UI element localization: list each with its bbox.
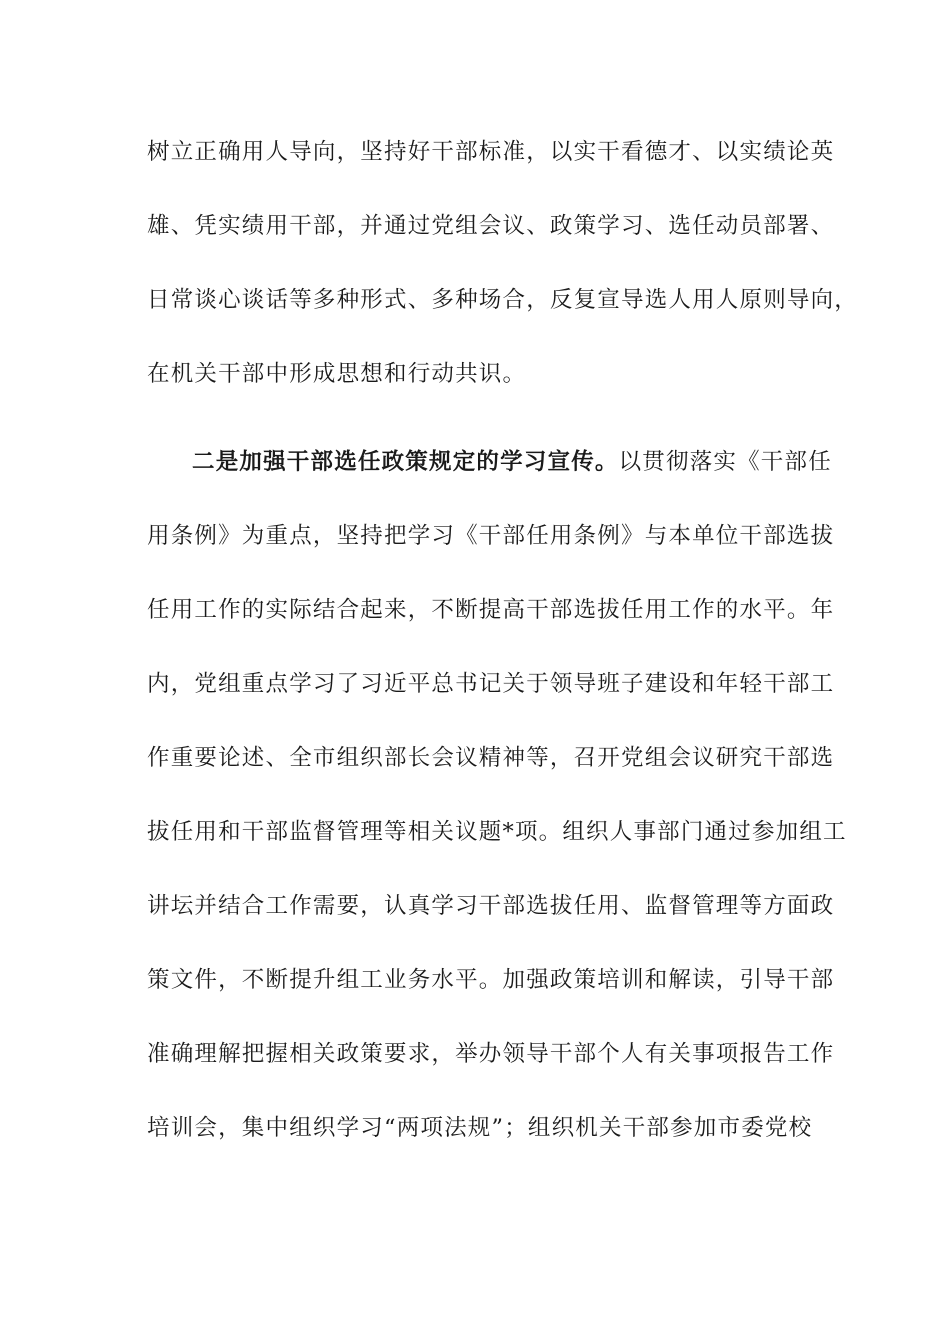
paragraph-2-line-6: 拔任用和干部监督管理等相关议题*项。组织人事部门通过参加组工 — [147, 819, 847, 845]
paragraph-2-line-10: 培训会，集中组织学习“两项法规”；组织机关干部参加市委党校 — [147, 1115, 813, 1141]
paragraph-1-line-2: 雄、凭实绩用干部，并通过党组会议、政策学习、选任动员部署、 — [147, 213, 835, 239]
paragraph-2-lead: 二是加强干部选任政策规定的学习宣传。 — [192, 449, 619, 475]
paragraph-2-line-3: 任用工作的实际结合起来，不断提高干部选拔任用工作的水平。年 — [147, 597, 835, 623]
paragraph-2-line-1 — [192, 447, 832, 477]
paragraph-2-line-1-rest: 以贯彻落实《干部任 — [618, 449, 832, 475]
paragraph-1-line-3: 日常谈心谈话等多种形式、多种场合，反复宣导选人用人原则导向， — [147, 287, 859, 313]
paragraph-2-line-2: 用条例》为重点，坚持把学习《干部任用条例》与本单位干部选拔 — [147, 523, 835, 549]
paragraph-2-line-8: 策文件，不断提升组工业务水平。加强政策培训和解读，引导干部 — [147, 967, 835, 993]
paragraph-1-line-1: 树立正确用人导向，坚持好干部标准，以实干看德才、以实绩论英 — [147, 139, 835, 165]
paragraph-2-line-4: 内，党组重点学习了习近平总书记关于领导班子建设和年轻干部工 — [147, 671, 835, 697]
paragraph-2-line-7: 讲坛并结合工作需要，认真学习干部选拔任用、监督管理等方面政 — [147, 893, 835, 919]
paragraph-2-line-9: 准确理解把握相关政策要求，举办领导干部个人有关事项报告工作 — [147, 1041, 835, 1067]
paragraph-1-line-4: 在机关干部中形成思想和行动共识。 — [147, 361, 527, 387]
paragraph-2-line-5: 作重要论述、全市组织部长会议精神等，召开党组会议研究干部选 — [147, 745, 835, 771]
